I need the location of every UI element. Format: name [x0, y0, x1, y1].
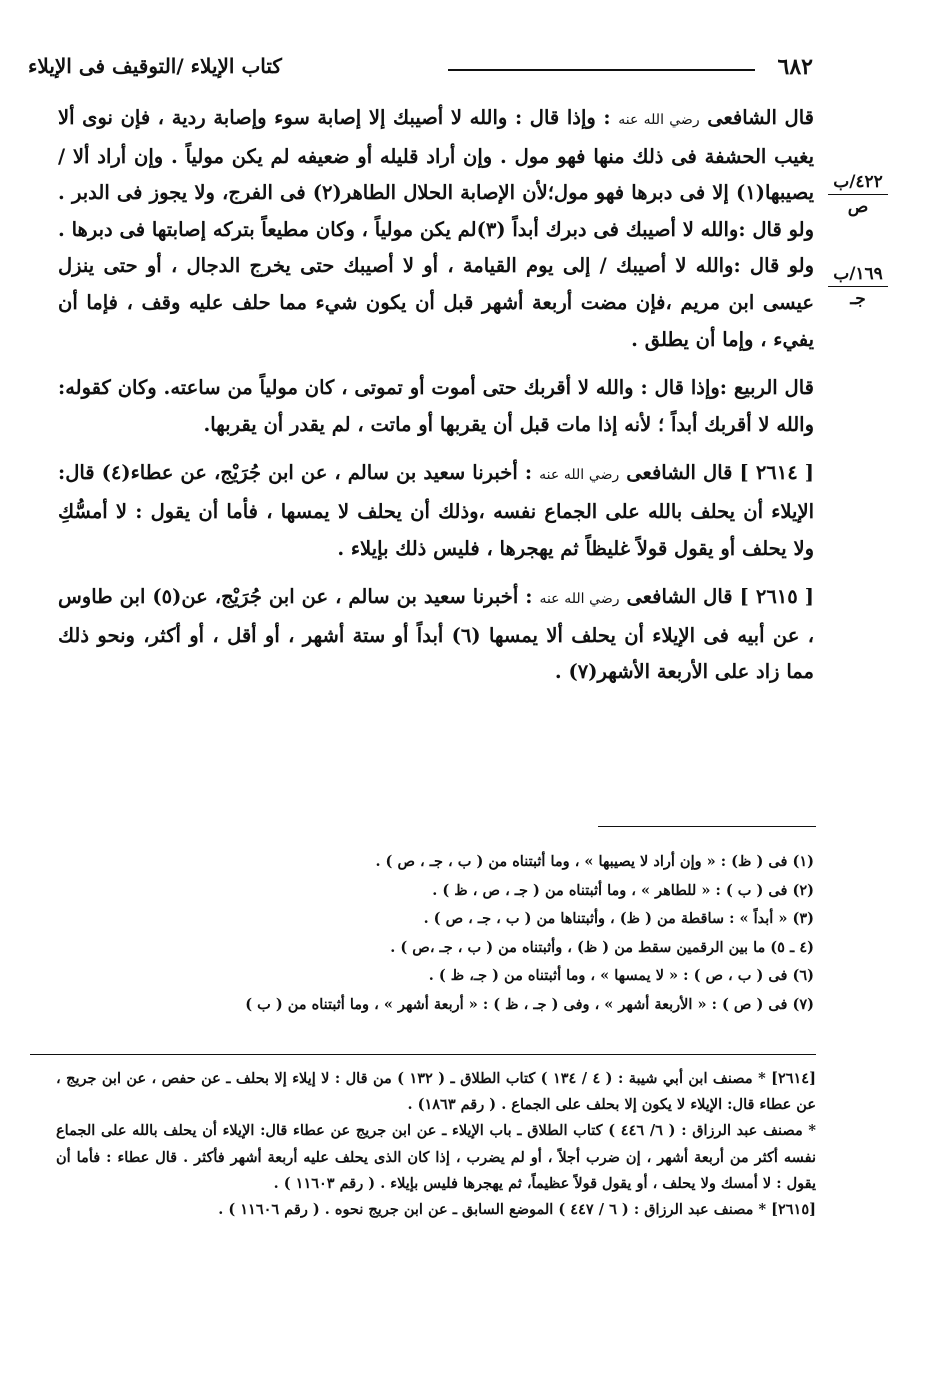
- paragraph-text: : وإذا قال : والله لا أصيبك إلا إصابة سوء وإصابة ردية ، فإن نوى ألا يغيب الحشفة فى ذلك منها فهو مول . وإن أراد قليله أو ضعيفه لم يكن مولياً . وإن أراد ألا / يصيبها(١) إلا فى دبرها فهو مول؛لأن الإصابة الحلال الطاهر(٢) فى الفرج، ولا يجوز فى الدبر . ولو قال :والله لا أصيبك فى دبرك أبداً (٣)لم يكن مولياً ، وكان مطيعاً بتركه إصابتها فى دبرها . ولو قال :والله لا أصيبك / إلى يوم القيامة ، أو لا أصيبك حتى يخرج الدجال ، أو حتى ينزل عيسى ابن مريم ،فإن مضت أربعة أشهر قبل أن يكون شيء مما حلف عليه وقف ، فإما أن يفيء ، وإما أن يطلق .: [58, 106, 814, 351]
- running-title: كتاب الإيلاء /التوقيف فى الإيلاء: [28, 54, 282, 78]
- paragraph-text: قال الربيع :وإذا قال : والله لا أقربك حتى أموت أو تموتى ، كان مولياً من ساعته. وكان كقوله: والله لا أقربك أبداً ؛ لأنه إذا مات قبل أن يقربها أو ماتت ، لم يقدر أن يقربها.: [58, 376, 814, 436]
- footnote: (٤ ـ ٥) ما بين الرقمين سقط من ( ظ) ، وأثبتناه من ( ب ، جـ ،ص ) .: [390, 938, 814, 956]
- main-text: [58, 100, 814, 703]
- margin-note-ref: ٤٢٢/ب: [828, 172, 888, 195]
- paragraph-text: : أخبرنا سعيد بن سالم ، عن ابن جُرَيْج، عن(٥) ابن طاوس ، عن أبيه فى الإيلاء أن يحلف ألا يمسها (٦) أبداً أو ستة أشهر ، أو أقل ، أو أكثر، ونحو ذلك مما زاد على الأربعة الأشهر(٧) .: [58, 585, 814, 684]
- source-references: [56, 1066, 816, 1223]
- footnote-separator: [598, 826, 816, 827]
- source-entry: [٢٦١٥] * مصنف عبد الرزاق : ( ٦ / ٤٤٧ ) الموضع السابق ـ عن ابن جريج نحوه . ( رقم ١١٦٠٦ ) .: [218, 1201, 816, 1219]
- paragraph-lead: [ ٢٦١٤ ] قال الشافعى: [626, 461, 815, 485]
- sources-separator: [30, 1054, 816, 1055]
- margin-note-2: [828, 264, 888, 309]
- footnote: (٦) فى ( ب ، ص ) : « لا يمسها » ، وما أثبتناه من ( جـ، ظ ) .: [428, 967, 814, 985]
- paragraph: [58, 100, 814, 358]
- paragraph-lead: قال الشافعى: [707, 106, 814, 129]
- honorific: رضي الله عنه: [539, 467, 620, 484]
- paragraph: [58, 579, 814, 691]
- page-number: ٦٨٢: [777, 54, 813, 80]
- paragraph-text: : أخبرنا سعيد بن سالم ، عن ابن جُرَيْج، عن عطاء(٤) قال: الإيلاء أن يحلف بالله على الجماع نفسه ،وذلك أن يحلف لا يمسها ، فأما أن يقول : لا أمسُّكِ ولا يحلف أو يقول قولاً غليظاً ثم يهجرها ، فليس ذلك بإيلاء .: [58, 461, 814, 560]
- paragraph: [58, 370, 814, 443]
- footnote: (٧) فى ( ص ) : « الأربعة أشهر » ، وفى ( جـ ، ظ ) : « أربعة أشهر » ، وما أثبتناه من ( ب ): [245, 995, 814, 1013]
- margin-note-sig: ص: [847, 197, 869, 217]
- paragraph: [58, 455, 814, 567]
- honorific: رضي الله عنه: [618, 112, 700, 128]
- footnote: (٣) « أبداً » : ساقطة من ( ظ) ، وأثبتناها من ( ب ، جـ ، ص ) .: [423, 910, 814, 928]
- header-rule: [448, 69, 755, 71]
- source-entry: [٢٦١٤] * مصنف ابن أبي شيبة : ( ٤ / ١٣٤ ) كتاب الطلاق ـ ( ١٣٢ ) من قال : لا إيلاء إلا بحلف ـ عن حفص ، عن ابن جريج ، عن عطاء قال: الإيلاء لا يكون إلا بحلف على الجماع . ( رقم ١٨٦٣) .: [56, 1070, 816, 1114]
- footnote: (١) فى ( ظ) : « وإن أراد لا يصيبها » ، وما أثبتناه من ( ب ، جـ ، ص ) .: [375, 853, 814, 870]
- source-entry: * مصنف عبد الرزاق : ( ٦/ ٤٤٦ ) كتاب الطلاق ـ باب الإيلاء ـ عن ابن جريج عن عطاء قال: الإيلاء أن يحلف بالله على الجماع نفسه أكثر من أربعة أشهر ، إن ضرب أجلاً ، أو لم يضرب ، إذا كان الذى يحلف عليه أربعة أشهر فأكثر . قال عطاء : فأما أن يقول : لا أمسك ولا يحلف ، أو يقول قولاً عظيماً، ثم يهجرها فليس بإيلاء . ( رقم ١١٦٠٣ ) .: [56, 1122, 816, 1192]
- margin-note-sig: جـ: [850, 289, 866, 309]
- margin-note-1: [828, 172, 888, 217]
- paragraph-lead: [ ٢٦١٥ ] قال الشافعى: [626, 585, 814, 609]
- footnotes: [150, 848, 814, 1020]
- honorific: رضي الله عنه: [539, 591, 620, 608]
- page-header: [28, 52, 813, 88]
- footnote: (٢) فى ( ب ) : « للطاهر » ، وما أثبتناه من ( جـ ، ص ، ظ ) .: [432, 881, 814, 899]
- margin-note-ref: ١٦٩/ب: [828, 264, 888, 287]
